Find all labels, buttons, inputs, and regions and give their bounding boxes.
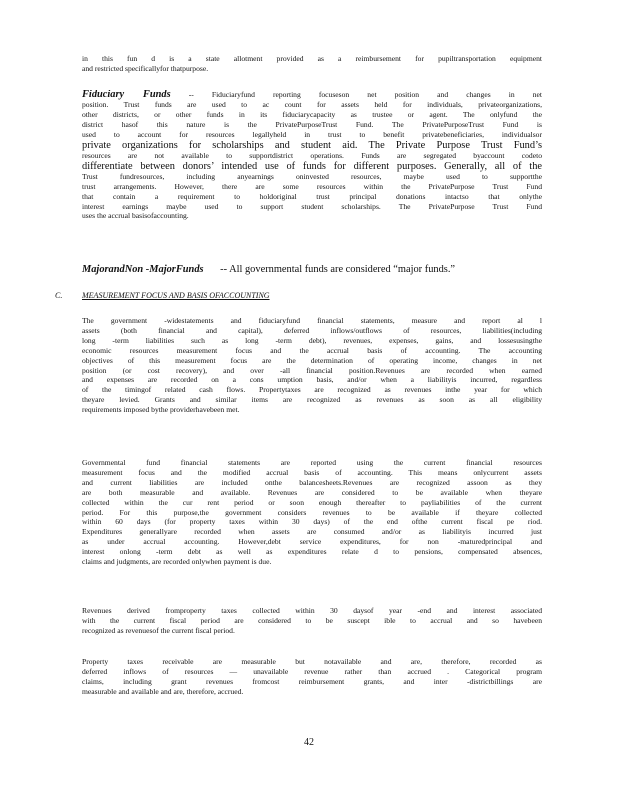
text-line: resources are not available to supportdistrict operations. Funds are segregated byaccount codeto (82, 150, 542, 160)
text-line: district hasof this nature is the PrivatePurposeTrust Fund. The PrivatePurposeTrust Fund is (82, 119, 542, 129)
text-line: economic resources measurement focus and the accrual basis of accounting. The accounting (82, 345, 542, 355)
text-line: and expenses are recorded on a cons umption basis, and/or when a liabilityis incurred, regardless (82, 375, 542, 385)
text-line: recognized as revenuesof the current fiscal period. (82, 625, 235, 635)
measurement-paragraph-2 (82, 458, 542, 567)
text-line: theyare levied. Grants and similar items are recognized as revenues as soon as all eligibility (82, 395, 542, 405)
text-line: uses the accrual basisofaccounting. (82, 211, 189, 221)
text-line: trust arrangements. However, there are some resources within the PrivatePurpose Trust Fund (82, 181, 542, 191)
fiduciary-funds-paragraph (82, 90, 542, 221)
text-line: private organizations for scholarships and student aid. The Private Purpose Trust Fund’s (82, 139, 542, 151)
measurement-paragraph-3 (82, 606, 542, 636)
major-funds-paragraph (82, 264, 542, 275)
text-line: of the timingof related cash flows. Propertytaxes are recognized as revenues inthe year for which (82, 385, 542, 395)
text-line: The government -widestatements and fiduciaryfund financial statements, measure and report al l (82, 316, 542, 325)
text-line: Governmental fund financial statements are reported using the current financial resources (82, 458, 542, 467)
text-line: claims, including grant revenues fromcost reimbursement grants, and inter -districtbillings are (82, 676, 542, 686)
text-line: Trust fundresources, including anyearnings oninvested resources, maybe used to supportthe (82, 171, 542, 181)
text-line: within 60 days (for property taxes within 30 days) of the end ofthe current fiscal pe riod. (82, 517, 542, 527)
text-line: other districts, or other funds in its fiduciarycapacity as trustee or agent. The onlyfund the (82, 109, 542, 119)
text-line: Expenditures generallyare recorded when assets are consumed and/or as liabilityis incurred just (82, 527, 542, 537)
text-line: period. For this purpose,the government considers revenues to be available if theyare collected (82, 507, 542, 517)
text-line: measurement focus and the modified accrual basis of accounting. This means onlycurrent assets (82, 467, 542, 477)
text-line: differentiate between donors’ intended use of funds for different purposes. Generally, all of the (82, 160, 542, 172)
text-line: long -term liabilities such as long -term debt), revenues, expenses, gains, and lossesusingthe (82, 335, 542, 345)
text-line-rest: -- Fiduciaryfund reporting focuseson net position and changes in net (188, 90, 542, 99)
major-funds-text: -- All governmental funds are considered “major funds.” (220, 264, 456, 275)
text-line: used to account for resources legallyheld in trust to benefit privatebeneficiaries, individualsor (82, 129, 542, 139)
text-line: that contain a requirement to holdoriginal trust principal donations intactso that onlythe (82, 191, 542, 201)
text-line: in this fun d is a state allotment provided as a reimbursement for pupiltransportation equipment (82, 54, 542, 63)
text-line: position (or cost recovery), and over -all financial position.Revenues are recorded when earned (82, 365, 542, 375)
text-line: interest earnings maybe used to support student scholarships. The PrivatePurpose Trust Fund (82, 201, 542, 211)
text-line (82, 90, 542, 100)
text-line: collected within the cur rent period or soon enough thereafter to payliabilities of the current (82, 497, 542, 507)
text-line: with the current fiscal period are considered to be suscept ible to accrual and so havebeen (82, 615, 542, 625)
text-line: and restricted specificallyfor thatpurpose. (82, 63, 209, 73)
text-line: assets (both financial and capital), deferred inflows/outflows of resources, liabilities(including (82, 325, 542, 335)
text-line: interest onlong -term debt as well as expenditures relate d to pensions, compensated absences, (82, 547, 542, 557)
text-line: deferred inflows of resources — unavailable revenue rather than accrued . Categorical program (82, 666, 542, 676)
page-number: 42 (304, 737, 314, 748)
top-fragment (82, 54, 542, 74)
fiduciary-funds-heading: Fiduciary Funds (82, 90, 171, 100)
major-funds-heading: MajorandNon -MajorFunds (82, 264, 204, 275)
text-line: requirements imposed bythe providerhavebeen met. (82, 405, 240, 415)
measurement-paragraph-4 (82, 657, 542, 697)
text-line: objectives of this measurement focus are the determination of operating income, changes in net (82, 355, 542, 365)
text-line: and current liabilities are included onthe balancesheets.Revenues are recognized assoon as they (82, 477, 542, 487)
measurement-paragraph-1 (82, 316, 542, 415)
section-letter: C. (55, 291, 63, 300)
text-line: are both measurable and available. Revenues are considered to be available when theyare (82, 487, 542, 497)
text-line: Property taxes receivable are measurable but notavailable and are, therefore, recorded as (82, 657, 542, 666)
text-line: claims and judgments, are recorded onlywhen payment is due. (82, 557, 272, 567)
text-line: Revenues derived fromproperty taxes collected within 30 daysof year -end and interest associated (82, 606, 542, 615)
section-title: MEASUREMENT FOCUS AND BASIS OFACCOUNTING (82, 291, 270, 300)
text-line: as under accrual accounting. However,debt service expenditures, for non -maturedprincipal and (82, 537, 542, 547)
text-line: measurable and available and are, therefore, accrued. (82, 686, 244, 696)
text-line: position. Trust funds are used to ac count for assets held for individuals, privateorganizations, (82, 99, 542, 109)
